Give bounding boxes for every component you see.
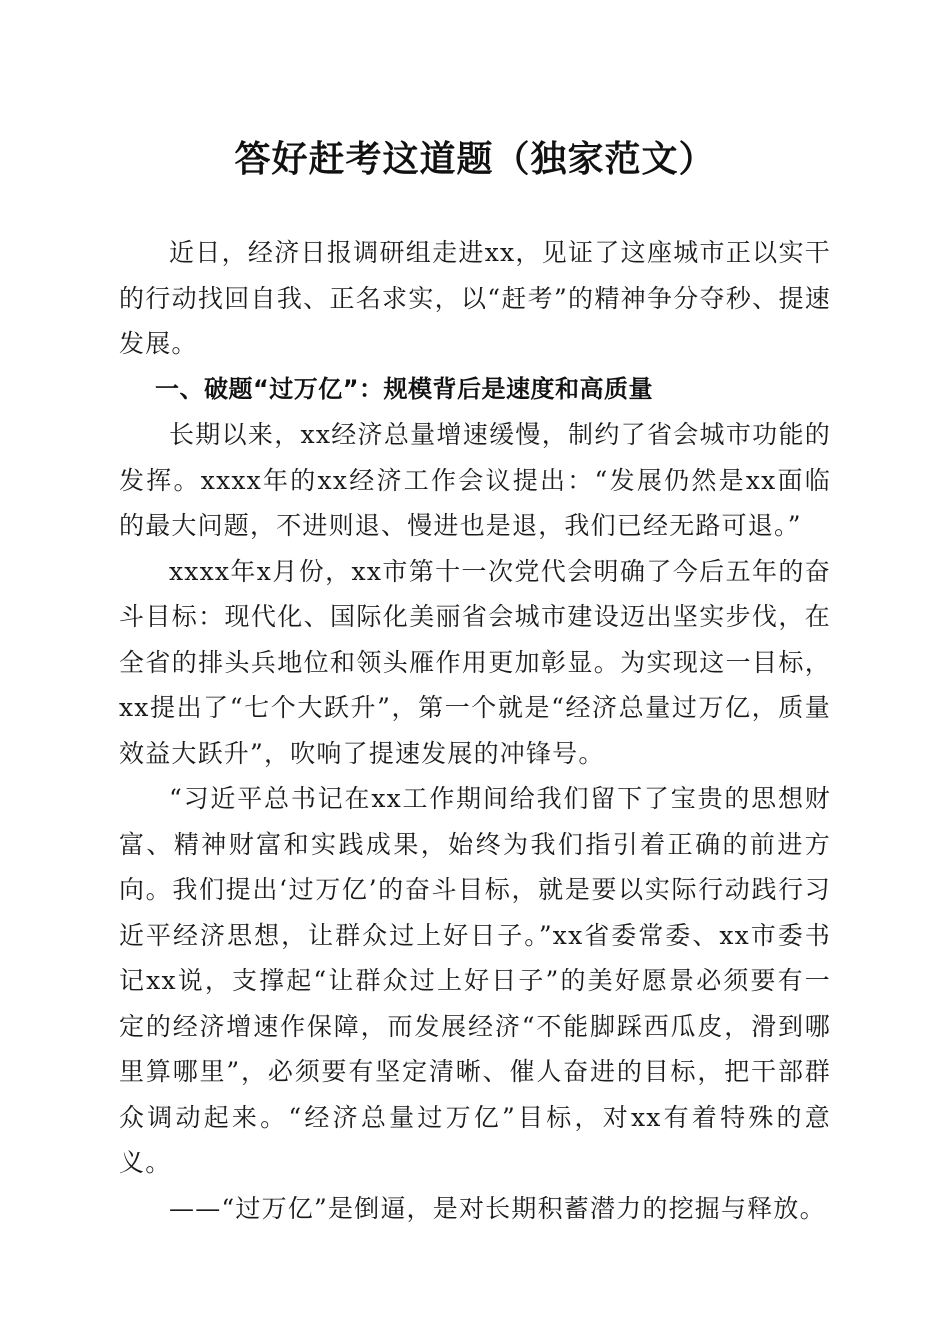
body-paragraph: xxxx年x月份，xx市第十一次党代会明确了今后五年的奋斗目标：现代化、国际化美丽省会城市建设迈出坚实步伐，在全省的排头兵地位和领头雁作用更加彰显。为实现这一目标，xx提出了“七个大跃升”，第一个就是“经济总量过万亿，质量效益大跃升”，吹响了提速发展的冲锋号。 (119, 556, 831, 768)
section-heading: 一、破题“过万亿”：规模背后是速度和高质量 (155, 374, 654, 403)
body-paragraph: “习近平总书记在xx工作期间给我们留下了宝贵的思想财富、精神财富和实践成果，始终为我们指引着正确的前进方向。我们提出‘过万亿’的奋斗目标，就是要以实际行动践行习近平经济思想，让群众过上好日子。”xx省委常委、xx市委书记xx说，支撑起“让群众过上好日子”的美好愿景必须要有一定的经济增速作保障，而发展经济“不能脚踩西瓜皮，滑到哪里算哪里”，必须要有坚定清晰、催人奋进的目标，把干部群众调动起来。“经济总量过万亿”目标，对xx有着特殊的意义。 (119, 784, 831, 1177)
page-title: 答好赶考这道题（独家范文） (234, 138, 716, 180)
body-paragraph: 长期以来，xx经济总量增速缓慢，制约了省会城市功能的发挥。xxxx年的xx经济工作会议提出：“发展仍然是xx面临的最大问题，不进则退、慢进也是退，我们已经无路可退。” (119, 420, 831, 540)
body-paragraph: ——“过万亿”是倒逼，是对长期积蓄潜力的挖掘与释放。 (169, 1193, 826, 1223)
intro-paragraph: 近日，经济日报调研组走进xx，见证了这座城市正以实干的行动找回自我、正名求实，以“赶考”的精神争分夺秒、提速发展。 (119, 238, 831, 358)
document-body (119, 230, 831, 1231)
